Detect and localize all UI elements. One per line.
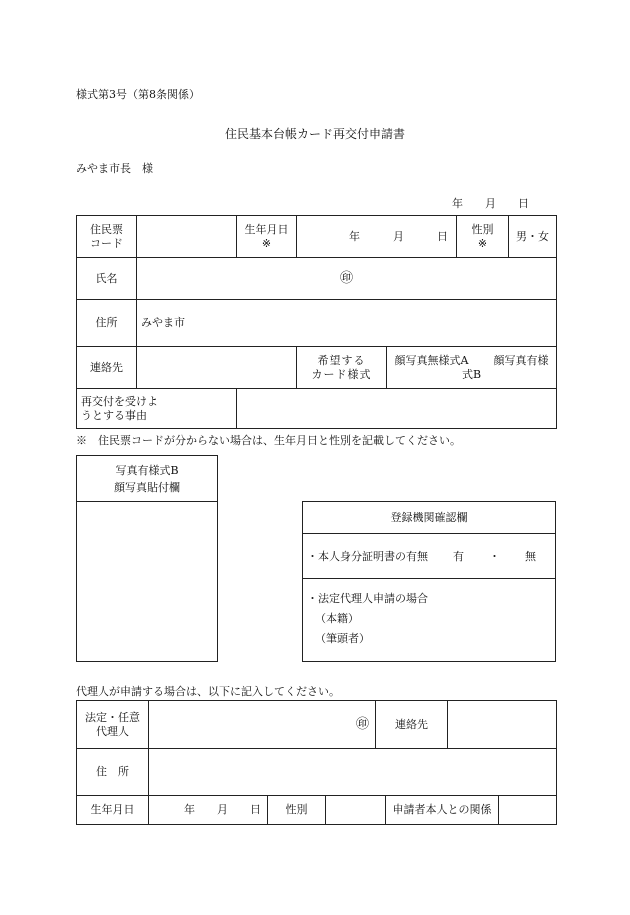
addressee: みやま市長 様 xyxy=(76,162,153,175)
sex-field[interactable]: 男・女 xyxy=(509,216,557,258)
reason-label: 再交付を受けよ うとする事由 xyxy=(77,389,237,429)
name-label: 氏名 xyxy=(77,258,137,300)
agent-intro-text: 代理人が申請する場合は、以下に記入してください。 xyxy=(76,685,340,698)
reason-field[interactable] xyxy=(237,389,557,429)
name-field[interactable] xyxy=(137,258,557,300)
card-type-a[interactable]: 顔写真無様式A xyxy=(394,353,469,367)
agent-contact-label: 連絡先 xyxy=(376,701,448,749)
form-number: 様式第3号（第8条関係） xyxy=(76,88,200,101)
legal-rep-section xyxy=(303,579,555,649)
id-check-label: ・本人身分証明書の有無 xyxy=(307,550,428,563)
agent-birth-field[interactable]: 年 月 日 xyxy=(149,796,268,825)
photo-area[interactable] xyxy=(77,502,217,662)
form-title: 住民基本台帳カード再交付申請書 xyxy=(224,127,405,141)
agent-seal-mark: ㊞ xyxy=(356,716,370,732)
agent-name-field[interactable] xyxy=(149,701,376,749)
agent-table xyxy=(76,700,557,825)
contact-field[interactable] xyxy=(137,347,297,389)
hittousha-label: （筆頭者） xyxy=(315,632,370,645)
agent-address-label: 住 所 xyxy=(77,749,149,796)
legal-rep-label: ・法定代理人申請の場合 xyxy=(307,592,428,605)
resident-code-label: 住民票 コード xyxy=(77,216,137,258)
registry-box-title: 登録機関確認欄 xyxy=(303,502,555,534)
id-separator: ・ xyxy=(489,550,500,563)
seal-mark: ㊞ xyxy=(339,270,353,286)
id-check-row xyxy=(303,534,555,579)
agent-contact-field[interactable] xyxy=(448,701,557,749)
relation-field[interactable] xyxy=(499,796,557,825)
agent-sex-label: 性別 xyxy=(268,796,326,825)
agent-birth-label: 生年月日 xyxy=(77,796,149,825)
photo-box xyxy=(76,455,218,662)
birth-date-label: 生年月日 ※ xyxy=(237,216,297,258)
resident-code-field[interactable] xyxy=(137,216,237,258)
relation-label: 申請者本人との関係 xyxy=(386,796,499,825)
photo-box-title: 写真有様式B 顔写真貼付欄 xyxy=(77,456,217,502)
application-table xyxy=(76,215,557,429)
card-type-label: 希望する カード様式 xyxy=(297,347,387,389)
card-type-field[interactable] xyxy=(387,347,557,389)
agent-address-field[interactable] xyxy=(149,749,557,796)
agent-label: 法定・任意 代理人 xyxy=(77,701,149,749)
id-no-option[interactable]: 無 xyxy=(525,550,536,563)
application-date: 年 月 日 xyxy=(452,197,529,210)
note-text: ※ 住民票コードが分からない場合は、生年月日と性別を記載してください。 xyxy=(76,434,461,447)
registry-confirmation-box xyxy=(302,501,556,662)
address-field[interactable]: みやま市 xyxy=(137,300,557,347)
id-yes-option[interactable]: 有 xyxy=(453,550,464,563)
sex-label: 性別 ※ xyxy=(457,216,509,258)
honseki-label: （本籍） xyxy=(315,612,359,625)
agent-sex-field[interactable] xyxy=(326,796,386,825)
contact-label: 連絡先 xyxy=(77,347,137,389)
address-label: 住所 xyxy=(77,300,137,347)
card-type-b[interactable]: 顔写真有様式B xyxy=(461,353,549,381)
birth-date-field[interactable]: 年 月 日 xyxy=(297,216,457,258)
